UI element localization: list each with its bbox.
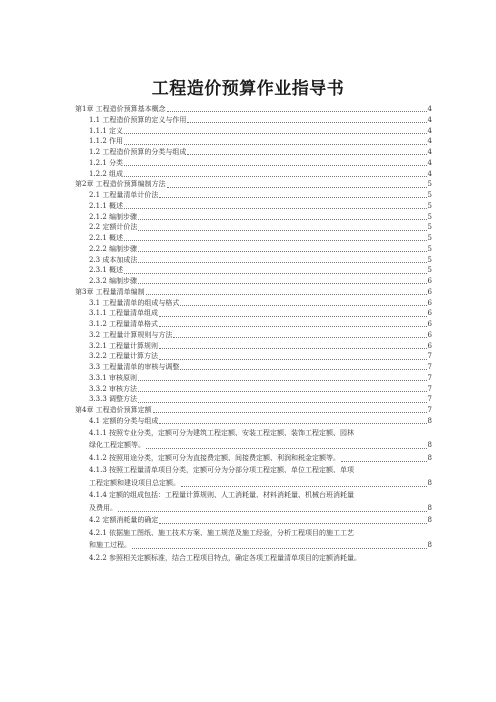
toc-page-number: 5 [427, 266, 432, 275]
toc-page-number: 6 [427, 277, 432, 285]
toc-entry-title: 1.1.2 作用 [89, 137, 124, 146]
toc-section-entry[interactable] [75, 362, 432, 373]
toc-entry-title-line: 4.1.3 按照工程量清单项目分类，定额可分为分部分项工程定额、单位工程定额、单项 [89, 466, 355, 474]
toc-entry-title: 3.1.2 工程量清单格式 [89, 320, 159, 328]
toc-section-entry[interactable] [75, 330, 432, 341]
toc-entry-title: 3.3.1 审核原则 [89, 373, 138, 382]
toc-leader-dots [138, 391, 426, 392]
toc-entry-title: 2.1 工程量清单计价法 [89, 191, 159, 199]
toc-page-number: 7 [427, 363, 432, 371]
toc-section-entry[interactable] [75, 212, 432, 223]
toc-entry-title: 2.2.2 编制步骤 [89, 244, 138, 253]
toc-page-number: 8 [427, 478, 432, 487]
toc-leader-dots [159, 523, 426, 524]
toc-leader-dots [132, 548, 427, 549]
toc-leader-dots [138, 230, 426, 231]
toc-section-entry[interactable] [75, 319, 432, 330]
toc-section-entry[interactable] [75, 464, 432, 489]
toc-entry-title: 3.3 工程量清单的审核与调整 [89, 363, 180, 371]
toc-page-number: 7 [427, 373, 432, 382]
toc-entry-title-line: 4.1.1 按照专业分类，定额可分为建筑工程定额、安装工程定额、装饰工程定额、园林 [89, 428, 355, 437]
toc-section-entry[interactable] [75, 201, 432, 212]
toc-chapter-entry[interactable] [75, 179, 432, 190]
toc-leader-dots [181, 486, 427, 487]
toc-page-number: 6 [427, 330, 432, 339]
toc-leader-dots [124, 273, 426, 274]
toc-entry-title-line: 4.2.2 参照相关定额标准，结合工程项目特点，确定各项工程量清单项目的定额消耗量。 [89, 553, 362, 562]
toc-page-number: 6 [427, 287, 432, 296]
toc-entry-title: 1.2 工程造价预算的分类与组成 [89, 148, 187, 156]
toc-section-entry[interactable] [75, 341, 432, 352]
toc-page-number: 8 [427, 416, 432, 425]
toc-entry-title: 第4章 工程造价预算定额 [75, 406, 152, 414]
toc-leader-dots [146, 448, 427, 449]
toc-page-number: 5 [427, 212, 432, 221]
toc-leader-dots [159, 348, 426, 349]
toc-entry-title-line: 和施工过程。 [89, 541, 131, 549]
toc-section-entry[interactable] [75, 384, 432, 395]
toc-leader-dots [173, 337, 426, 338]
toc-section-entry[interactable] [75, 276, 432, 287]
toc-page-number: 4 [427, 137, 432, 146]
table-of-contents [75, 104, 432, 564]
toc-section-entry[interactable] [75, 489, 432, 514]
toc-entry-title: 2.3.1 概述 [89, 266, 124, 275]
toc-page-number: 5 [427, 191, 432, 199]
toc-entry-title: 3.3.3 调整方法 [89, 395, 138, 404]
toc-page-number: 6 [427, 320, 432, 328]
toc-section-entry[interactable] [75, 298, 432, 309]
toc-page-number: 8 [427, 516, 432, 524]
toc-entry-title-line: 4.2 定额消耗量的确定 [89, 516, 159, 524]
toc-section-entry[interactable] [75, 158, 432, 169]
toc-section-entry[interactable] [75, 351, 432, 362]
toc-page-number: 6 [427, 298, 432, 307]
toc-page-number: 5 [427, 234, 432, 242]
toc-entry-title: 1.2.2 组成 [89, 169, 124, 178]
toc-page-number: 6 [427, 341, 432, 350]
toc-leader-dots [138, 402, 426, 403]
toc-leader-dots [138, 219, 426, 220]
toc-chapter-entry[interactable] [75, 104, 432, 115]
toc-entry-title: 1.1.1 定义 [89, 126, 124, 135]
toc-entry-title-line: 4.1.2 按照用途分类，定额可分为直接费定额、间接费定额、利润和税金定额等。 [89, 453, 341, 462]
toc-chapter-entry[interactable] [75, 287, 432, 298]
toc-page-number: 4 [427, 148, 432, 156]
toc-entry-title-line: 绿化工程定额等。 [89, 441, 145, 449]
toc-section-entry[interactable] [75, 416, 432, 427]
toc-leader-dots [187, 122, 426, 123]
toc-leader-dots [124, 176, 426, 177]
toc-section-entry[interactable] [75, 373, 432, 384]
toc-page-number: 8 [427, 541, 432, 549]
toc-leader-dots [180, 369, 426, 370]
toc-leader-dots [187, 154, 426, 155]
toc-page-number: 5 [427, 180, 432, 189]
toc-page-number: 4 [427, 126, 432, 135]
toc-section-entry[interactable] [75, 169, 432, 180]
toc-entry-title: 第3章 工程量清单编制 [75, 287, 145, 296]
toc-leader-dots [124, 240, 426, 241]
toc-entry-title-line: 工程定额和建设项目总定额。 [89, 478, 180, 487]
toc-page-number: 8 [427, 441, 432, 449]
toc-leader-dots [341, 461, 426, 462]
toc-leader-dots [138, 262, 426, 263]
toc-leader-dots [159, 197, 426, 198]
toc-leader-dots [159, 316, 426, 317]
toc-leader-dots [124, 144, 426, 145]
toc-chapter-entry[interactable] [75, 405, 432, 416]
toc-page-number: 7 [427, 406, 432, 414]
toc-leader-dots [153, 412, 427, 413]
toc-page-number: 6 [427, 309, 432, 318]
toc-section-entry[interactable] [75, 126, 432, 137]
toc-leader-dots [167, 111, 427, 112]
toc-entry-title: 3.2.1 工程量计算规则 [89, 341, 159, 350]
toc-page-number: 5 [427, 244, 432, 253]
toc-entry-title: 4.1 定额的分类与组成 [89, 416, 159, 425]
toc-section-entry[interactable] [75, 190, 432, 201]
toc-section-entry[interactable] [75, 115, 432, 126]
toc-entry-title: 1.1 工程造价预算的定义与作用 [89, 115, 187, 124]
toc-entry-title: 3.1.1 工程量清单组成 [89, 309, 159, 318]
toc-section-entry[interactable] [75, 255, 432, 266]
toc-entry-title: 第2章 工程造价预算编制方法 [75, 180, 166, 189]
toc-section-entry[interactable] [75, 265, 432, 276]
document-title: 工程造价预算作业指导书 [151, 79, 345, 99]
toc-section-entry[interactable] [75, 136, 432, 147]
toc-page-number: 5 [427, 223, 432, 232]
toc-section-entry[interactable] [75, 233, 432, 244]
toc-section-entry[interactable] [75, 552, 432, 565]
toc-page-number: 7 [427, 384, 432, 393]
toc-leader-dots [138, 251, 426, 252]
toc-section-entry[interactable] [75, 427, 432, 452]
toc-entry-title: 3.3.2 审核方法 [89, 384, 138, 393]
toc-section-entry[interactable] [75, 308, 432, 319]
toc-entry-title: 3.2 工程量计算规则与方法 [89, 330, 173, 339]
toc-entry-title: 1.2.1 分类 [89, 158, 124, 167]
toc-page-number: 4 [427, 169, 432, 178]
toc-section-entry[interactable] [75, 244, 432, 255]
toc-page-number: 5 [427, 201, 432, 210]
toc-entry-title: 2.3.2 编制步骤 [89, 277, 138, 285]
toc-leader-dots [159, 423, 426, 424]
toc-page-number: 5 [427, 255, 432, 264]
toc-leader-dots [167, 187, 427, 188]
toc-leader-dots [159, 326, 426, 327]
toc-entry-title: 2.3 成本加成法 [89, 255, 138, 264]
toc-page-number: 4 [427, 158, 432, 167]
toc-leader-dots [180, 305, 426, 306]
toc-leader-dots [146, 294, 427, 295]
toc-leader-dots [138, 283, 426, 284]
toc-page-number: 4 [427, 115, 432, 124]
toc-page-number: 4 [427, 105, 432, 113]
toc-entry-title: 3.2.2 工程量计算方法 [89, 352, 159, 361]
toc-entry-title: 2.1.1 概述 [89, 201, 124, 210]
toc-section-entry[interactable] [75, 394, 432, 405]
toc-page-number: 7 [427, 352, 432, 361]
toc-entry-title: 2.1.2 编制步骤 [89, 212, 138, 221]
toc-entry-title: 2.2 定额计价法 [89, 223, 138, 232]
toc-section-entry[interactable] [75, 147, 432, 158]
toc-leader-dots [124, 165, 426, 166]
toc-page-number: 8 [427, 503, 432, 512]
toc-entry-title-line: 及费用。 [89, 503, 117, 512]
toc-leader-dots [138, 380, 426, 381]
toc-section-entry[interactable] [75, 527, 432, 552]
toc-leader-dots [118, 511, 427, 512]
toc-leader-dots [124, 208, 426, 209]
toc-section-entry[interactable] [75, 514, 432, 527]
toc-entry-title: 3.1 工程量清单的组成与格式 [89, 298, 180, 307]
toc-entry-title: 第1章 工程造价预算基本概念 [75, 105, 166, 113]
toc-page-number: 8 [427, 453, 432, 462]
toc-entry-title-line: 4.1.4 定额的组成包括：工程量计算规则、人工消耗量、材料消耗量、机械台班消耗量 [89, 491, 355, 499]
toc-entry-title: 2.2.1 概述 [89, 234, 124, 242]
toc-page-number: 7 [427, 395, 432, 404]
toc-leader-dots [124, 133, 426, 134]
toc-leader-dots [159, 359, 426, 360]
toc-entry-title-line: 4.2.1 依据施工图纸、施工技术方案、施工规范及施工经验，分析工程项目的施工工艺 [89, 528, 355, 537]
toc-section-entry[interactable] [75, 452, 432, 465]
toc-section-entry[interactable] [75, 222, 432, 233]
